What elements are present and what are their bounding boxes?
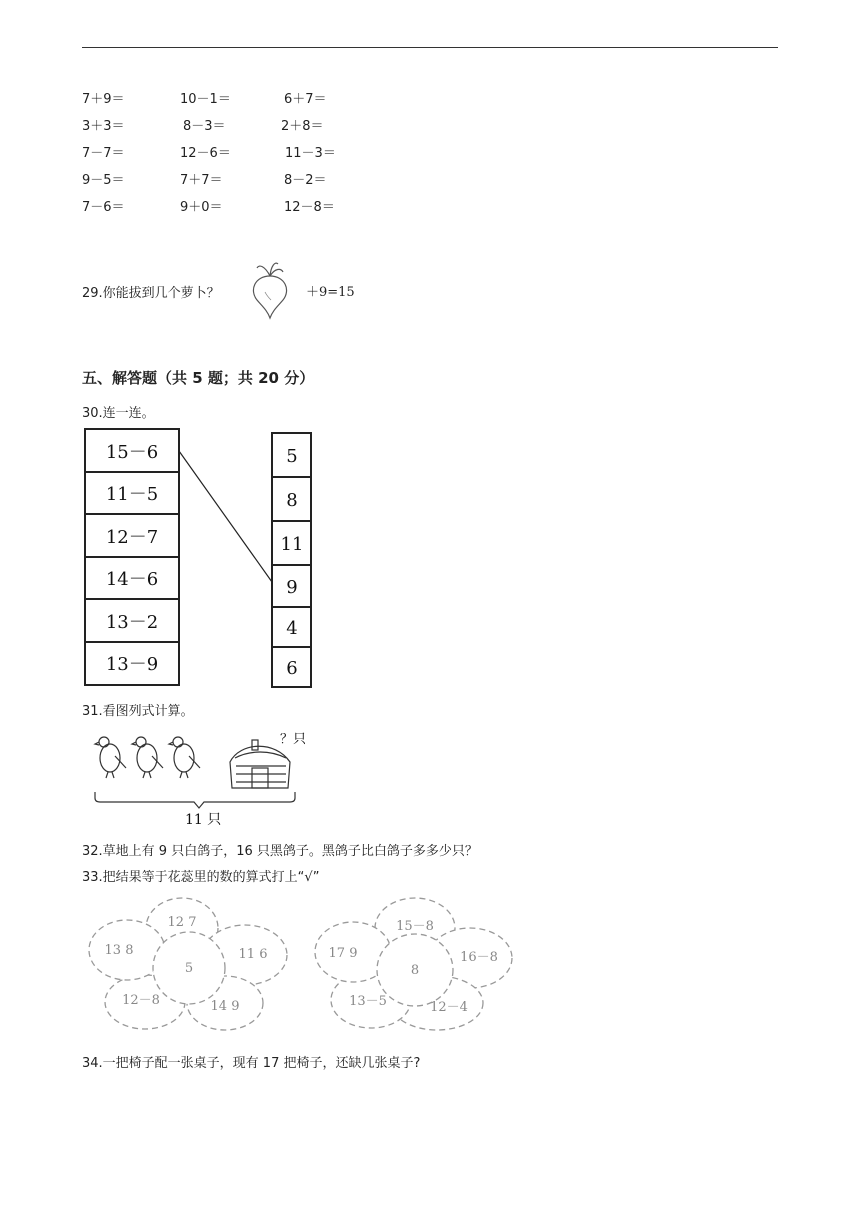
arith-item: 2＋8＝ — [281, 119, 324, 134]
section-title: 五、解答题（共 5 题；共 20 分） — [82, 369, 315, 387]
right-number: 9 — [286, 577, 298, 598]
arith-item: 7＋7＝ — [180, 173, 223, 188]
arith-item: 9－5＝ — [82, 173, 125, 188]
matching-diagram — [82, 426, 322, 690]
arith-item: 12－6＝ — [180, 146, 231, 161]
brace — [95, 792, 295, 808]
unknown-label: ？只 — [280, 732, 307, 747]
arith-item: 3＋3＝ — [82, 119, 125, 134]
question-34: 34.一把椅子配一张桌子，现有 17 把椅子，还缺几张桌子? — [82, 1056, 421, 1071]
arith-item: 7－7＝ — [82, 146, 125, 161]
right-number: 4 — [286, 618, 298, 639]
pigeon-icon — [132, 737, 163, 778]
arith-item: 7＋9＝ — [82, 92, 125, 107]
flower-center-number: 8 — [410, 963, 420, 978]
house-icon — [230, 740, 290, 788]
birds-house-figure — [90, 728, 320, 828]
left-expression: 15－6 — [105, 442, 159, 463]
question-31: 31.看图列式计算。 — [82, 704, 194, 719]
arith-item: 9＋0＝ — [180, 200, 223, 215]
petal-expression: 12－8 — [122, 993, 160, 1008]
arith-item: 6＋7＝ — [284, 92, 327, 107]
question-32: 32.草地上有 9 只白鸽子，16 只黑鸽子。黑鸽子比白鸽子多多少只？ — [82, 844, 478, 859]
total-label: 11 只 — [185, 812, 222, 828]
right-number: 8 — [286, 490, 298, 511]
radish-icon — [245, 258, 295, 320]
right-number: 5 — [286, 446, 298, 467]
arith-item: 10－1＝ — [180, 92, 231, 107]
petal-expression: 12－4 — [430, 1000, 468, 1015]
match-line — [179, 451, 272, 582]
right-number: 6 — [286, 658, 298, 679]
pigeon-icon — [169, 737, 200, 778]
arith-item: 12－8＝ — [284, 200, 335, 215]
petal-expression: 12 7 — [167, 915, 197, 930]
right-number: 11 — [280, 534, 304, 555]
radish-equation: ＋9=15 — [306, 285, 355, 300]
left-expression: 14－6 — [105, 569, 159, 590]
question-30: 30.连一连。 — [82, 406, 155, 421]
petal-expression: 17 9 — [328, 946, 358, 961]
arith-item: 8－3＝ — [183, 119, 226, 134]
flower-center-number: 5 — [184, 961, 194, 976]
petal-expression: 11 6 — [238, 947, 268, 962]
petal-expression: 14 9 — [210, 999, 240, 1014]
left-expression: 13－9 — [105, 654, 159, 675]
arith-item: 11－3＝ — [285, 146, 336, 161]
header-rule — [82, 47, 778, 48]
petal-expression: 16－8 — [460, 950, 498, 965]
left-expression: 13－2 — [105, 612, 159, 633]
petal-expression: 13 8 — [104, 943, 134, 958]
pigeon-icon — [95, 737, 126, 778]
question-33: 33.把结果等于花蕊里的数的算式打上“√” — [82, 870, 320, 885]
left-expression: 12－7 — [105, 527, 159, 548]
arith-item: 8－2＝ — [284, 173, 327, 188]
flowers-figure — [85, 890, 525, 1038]
petal-expression: 15－8 — [396, 919, 434, 934]
arith-item: 7－6＝ — [82, 200, 125, 215]
left-expression: 11－5 — [105, 484, 159, 505]
petal-expression: 13－5 — [349, 994, 387, 1009]
question-29: 29.你能拔到几个萝卜？ — [82, 286, 220, 301]
